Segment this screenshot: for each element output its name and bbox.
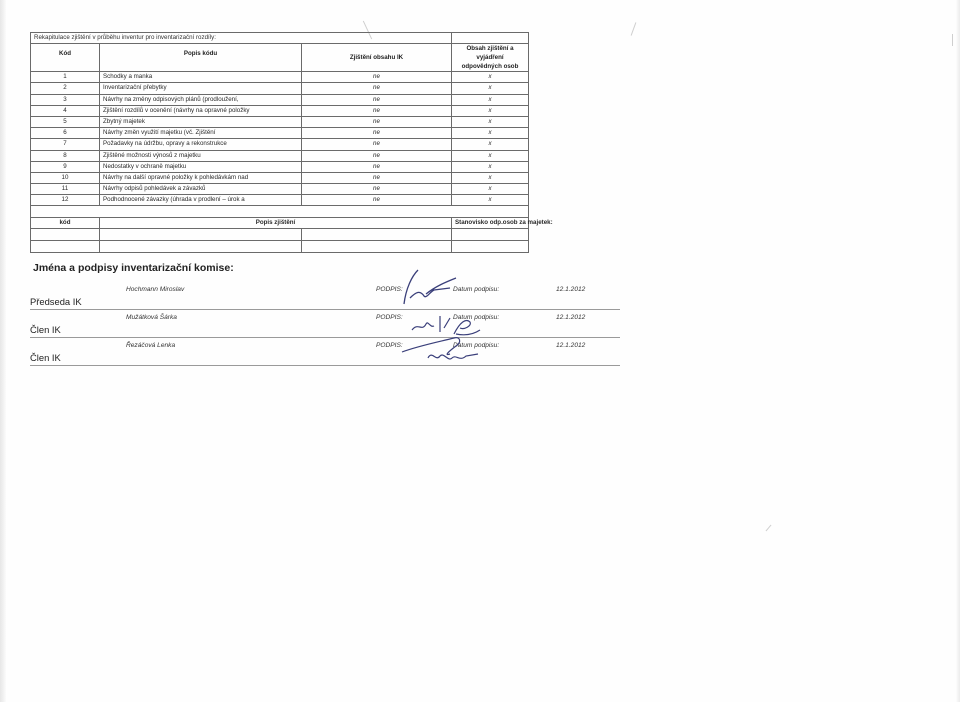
- row-statement: x: [452, 172, 529, 183]
- row-code: 4: [31, 105, 100, 116]
- row-description: Inventarizační přebytky: [100, 83, 302, 94]
- header-code: Kód: [31, 44, 100, 72]
- row-description: Zjištěné možnosti výnosů z majetku: [100, 150, 302, 161]
- podpis-label: PODPIS:: [376, 342, 403, 349]
- row-statement: x: [452, 139, 529, 150]
- table-row: [31, 172, 529, 183]
- row-code: 2: [31, 83, 100, 94]
- datum-label: Datum podpisu:: [453, 342, 500, 349]
- row-code: 3: [31, 94, 100, 105]
- table-row: [31, 139, 529, 150]
- table-row: [31, 72, 529, 83]
- table-row: [31, 116, 529, 127]
- findings-empty-row: [31, 228, 529, 240]
- signature-date: 12.1.2012: [556, 314, 586, 321]
- row-code: 5: [31, 116, 100, 127]
- findings-empty-row: [31, 240, 529, 252]
- row-code: 8: [31, 150, 100, 161]
- row-finding: ne: [302, 105, 452, 116]
- row-finding: ne: [302, 150, 452, 161]
- recap-header-row: [31, 44, 529, 72]
- podpis-label: PODPIS:: [376, 286, 403, 293]
- podpis-label: PODPIS:: [376, 314, 403, 321]
- row-finding: ne: [302, 128, 452, 139]
- table-row: [31, 94, 529, 105]
- recap-table: [30, 32, 553, 253]
- findings-header-statement: Stanovisko odp.osob za majetek:: [452, 217, 529, 228]
- row-finding: ne: [302, 161, 452, 172]
- signature-title: Jména a podpisy inventarizační komise:: [33, 262, 234, 274]
- table-spacer: [31, 206, 529, 217]
- member-name: Hochmann Miroslav: [126, 286, 185, 293]
- row-statement: x: [452, 161, 529, 172]
- recap-caption-row: [31, 33, 529, 44]
- datum-label: Datum podpisu:: [453, 286, 500, 293]
- member-role: Člen IK: [30, 352, 61, 363]
- table-row: [31, 161, 529, 172]
- row-statement: x: [452, 184, 529, 195]
- member-role: Předseda IK: [30, 296, 82, 307]
- scan-speck: [631, 22, 637, 35]
- signature-section: [30, 262, 620, 366]
- row-description: Návrhy odpisů pohledávek a závazků: [100, 184, 302, 195]
- recap-sheet: [30, 32, 553, 253]
- signature-row: [30, 338, 620, 366]
- row-description: Návrhy na změny odpisových plánů (prodloužení,: [100, 94, 302, 105]
- scan-right-edge: [956, 0, 960, 702]
- row-statement: x: [452, 94, 529, 105]
- row-code: 11: [31, 184, 100, 195]
- findings-header-description: Popis zjištění: [100, 217, 452, 228]
- table-row: [31, 195, 529, 206]
- row-finding: ne: [302, 72, 452, 83]
- row-description: Schodky a manka: [100, 72, 302, 83]
- table-row: [31, 150, 529, 161]
- row-statement: x: [452, 83, 529, 94]
- row-finding: ne: [302, 94, 452, 105]
- member-name: Mužátková Šárka: [126, 314, 177, 321]
- row-description: Podhodnocené závazky (úhrada v prodlení – úrok a: [100, 195, 302, 206]
- signature-row: [30, 282, 620, 310]
- findings-header-code: kód: [31, 217, 100, 228]
- signature-date: 12.1.2012: [556, 342, 586, 349]
- recap-caption: Rekapitulace zjištění v průběhu inventur pro inventarizační rozdíly:: [31, 33, 452, 44]
- row-statement: x: [452, 72, 529, 83]
- row-code: 7: [31, 139, 100, 150]
- recap-body: [31, 72, 529, 206]
- row-code: 1: [31, 72, 100, 83]
- handwritten-signature: [390, 268, 465, 308]
- row-description: Návrhy na další opravné položky k pohledávkám nad: [100, 172, 302, 183]
- scan-speck: [766, 525, 772, 532]
- table-row: [31, 83, 529, 94]
- header-finding: Zjištění obsahu IK: [302, 44, 452, 72]
- row-finding: ne: [302, 172, 452, 183]
- table-row: [31, 105, 529, 116]
- findings-header-row: [31, 217, 529, 228]
- row-statement: x: [452, 195, 529, 206]
- row-finding: ne: [302, 184, 452, 195]
- row-code: 9: [31, 161, 100, 172]
- handwritten-signature: [398, 332, 488, 368]
- row-description: Nedostatky v ochraně majetku: [100, 161, 302, 172]
- table-row: [31, 184, 529, 195]
- row-statement: x: [452, 128, 529, 139]
- header-description: Popis kódu: [100, 44, 302, 72]
- datum-label: Datum podpisu:: [453, 314, 500, 321]
- row-description: Návrhy změn využití majetku (vč. Zjištění: [100, 128, 302, 139]
- row-description: Požadavky na údržbu, opravy a rekonstrukce: [100, 139, 302, 150]
- header-statement: Obsah zjištění a vyjádření odpovědných osob: [452, 44, 529, 72]
- row-code: 10: [31, 172, 100, 183]
- signature-date: 12.1.2012: [556, 286, 586, 293]
- row-finding: ne: [302, 83, 452, 94]
- row-finding: ne: [302, 116, 452, 127]
- member-name: Řezáčová Lenka: [126, 342, 176, 349]
- row-statement: x: [452, 105, 529, 116]
- scan-speck: [952, 34, 953, 46]
- signature-row: [30, 310, 620, 338]
- row-code: 12: [31, 195, 100, 206]
- member-role: Člen IK: [30, 324, 61, 335]
- row-statement: x: [452, 116, 529, 127]
- row-finding: ne: [302, 139, 452, 150]
- row-statement: x: [452, 150, 529, 161]
- row-description: Zjištění rozdílů v ocenění (návrhy na opravné položky: [100, 105, 302, 116]
- row-code: 6: [31, 128, 100, 139]
- row-finding: ne: [302, 195, 452, 206]
- table-row: [31, 128, 529, 139]
- scan-left-edge: [0, 0, 6, 702]
- row-description: Zbytný majetek: [100, 116, 302, 127]
